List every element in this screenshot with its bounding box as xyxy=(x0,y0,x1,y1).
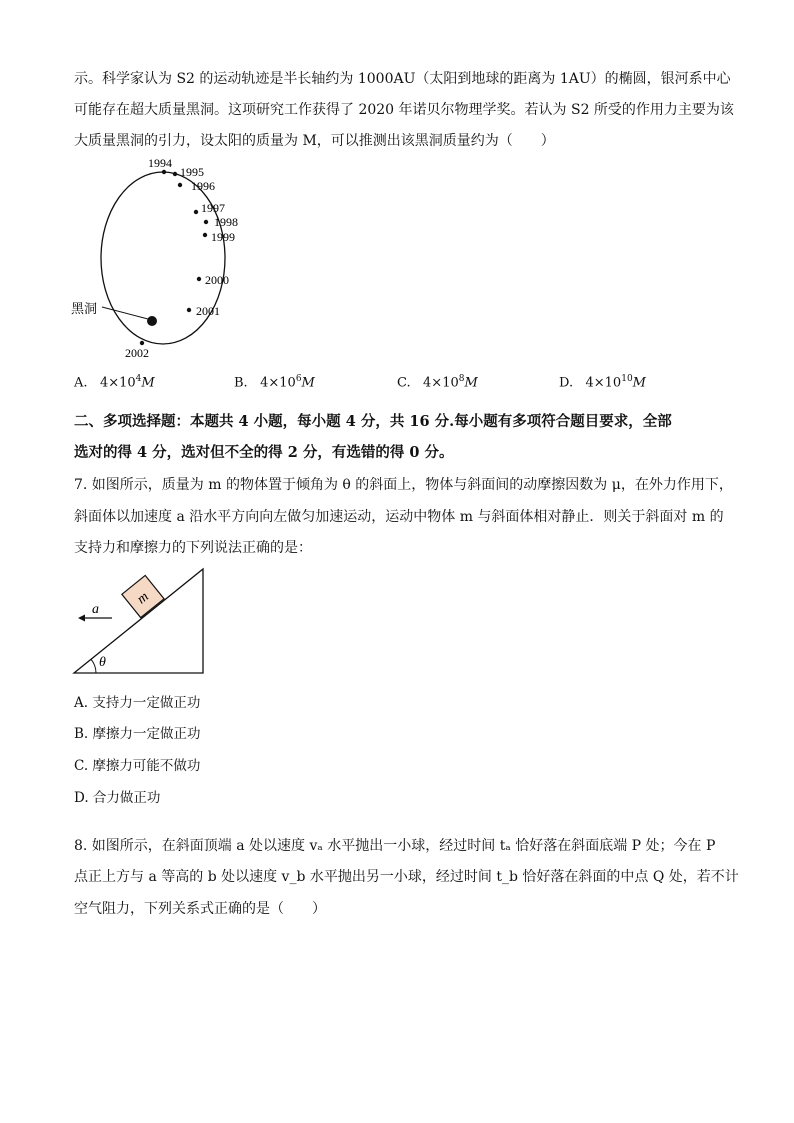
orbit-point-1996 xyxy=(178,183,182,187)
orbit-point-1994 xyxy=(162,170,166,174)
orbit-ellipse xyxy=(101,172,225,344)
q6-option-b-coef: 4×10 xyxy=(260,375,296,391)
q7-option-d[interactable]: D. 合力做正功 xyxy=(74,790,161,806)
q6-text-line-3: 大质量黑洞的引力，设太阳的质量为 M，可以推测出该黑洞质量约为（ ） xyxy=(74,133,555,149)
black-hole-pointer xyxy=(102,307,148,319)
year-label-1994: 1994 xyxy=(148,156,172,170)
q6-option-a-unit: M xyxy=(141,375,155,391)
incline-figure xyxy=(70,565,210,677)
year-label-2000: 2000 xyxy=(205,273,229,287)
q8-text-line-1: 8. 如图所示，在斜面顶端 a 处以速度 vₐ 水平抛出一小球，经过时间 tₐ 恰好落在斜面底端 P 处；今在 P xyxy=(74,838,716,854)
q8-text-line-2: 点正上方与 a 等高的 b 处以速度 v_b 水平抛出另一小球，经过时间 t_b 恰好落在斜面的中点 Q 处，若不计 xyxy=(74,869,739,885)
q7-text-line-1: 7. 如图所示，质量为 m 的物体置于倾角为 θ 的斜面上，物体与斜面间的动摩擦因数为 μ，在外力作用下， xyxy=(74,477,733,493)
orbit-point-2002 xyxy=(140,341,144,345)
q6-option-d-exp: 10 xyxy=(621,374,633,384)
q6-option-a-coef: 4×10 xyxy=(99,375,136,391)
year-label-1996: 1996 xyxy=(191,179,215,193)
q6-option-a[interactable] xyxy=(74,374,155,390)
year-label-1997: 1997 xyxy=(201,201,225,215)
q6-option-c-coef: 4×10 xyxy=(423,375,459,391)
year-label-1998: 1998 xyxy=(214,215,238,229)
accel-label: a xyxy=(92,602,99,617)
q6-option-b[interactable] xyxy=(234,374,315,390)
q6-option-b-exp: 6 xyxy=(295,374,302,384)
q6-option-b-unit: M xyxy=(301,375,315,391)
q6-option-c-exp: 8 xyxy=(458,374,465,384)
q6-option-d-letter: D. xyxy=(559,375,574,391)
year-label-1995: 1995 xyxy=(180,165,204,179)
orbit-point-1998 xyxy=(204,220,208,224)
orbit-point-1997 xyxy=(194,210,198,214)
q6-option-a-exp: 4 xyxy=(135,374,142,384)
black-hole-dot xyxy=(147,316,157,326)
q6-option-a-letter: A. xyxy=(74,375,88,391)
orbit-point-2001 xyxy=(187,308,191,312)
q6-option-c[interactable] xyxy=(397,374,478,390)
q6-text-line-2: 可能存在超大质量黑洞。这项研究工作获得了 2020 年诺贝尔物理学奖。若认为 S2 所受的作用力主要为该 xyxy=(74,102,734,118)
q7-text-line-2: 斜面体以加速度 a 沿水平方向向左做匀加速运动，运动中物体 m 与斜面体相对静止．则关于斜面对 m 的 xyxy=(74,509,724,525)
orbit-point-2000 xyxy=(197,277,201,281)
q6-option-d-coef: 4×10 xyxy=(585,375,622,391)
angle-label: θ xyxy=(99,655,106,670)
year-label-2001: 2001 xyxy=(196,304,220,318)
q7-option-a[interactable]: A. 支持力一定做正功 xyxy=(74,695,201,711)
q6-option-c-unit: M xyxy=(464,375,478,391)
section-2-heading-line-2: 选对的得 4 分，选对但不全的得 2 分，有选错的得 0 分。 xyxy=(74,444,454,461)
orbit-point-1999 xyxy=(203,233,207,237)
q8-text-line-3: 空气阻力，下列关系式正确的是（ ） xyxy=(74,901,326,917)
q7-text-line-3: 支持力和摩擦力的下列说法正确的是： xyxy=(74,540,312,556)
q6-option-c-letter: C. xyxy=(397,375,411,391)
q6-option-d[interactable] xyxy=(559,374,646,390)
orbit-point-1995 xyxy=(173,172,177,176)
q6-option-b-letter: B. xyxy=(234,375,248,391)
section-2-heading-line-1: 二、多项选择题：本题共 4 小题，每小题 4 分，共 16 分.每小题有多项符合题目要求，全部 xyxy=(74,413,672,430)
angle-arc xyxy=(91,659,96,673)
q7-option-c[interactable]: C. 摩擦力可能不做功 xyxy=(74,758,201,774)
black-hole-label: 黑洞 xyxy=(71,301,98,316)
year-label-1999: 1999 xyxy=(211,230,235,244)
mass-label: m xyxy=(134,589,152,608)
year-label-2002: 2002 xyxy=(125,346,149,360)
q7-option-b[interactable]: B. 摩擦力一定做正功 xyxy=(74,726,201,742)
q6-option-d-unit: M xyxy=(632,375,646,391)
s2-orbit-figure xyxy=(66,155,256,360)
accel-arrow-head xyxy=(78,615,85,622)
q6-text-line-1: 示。科学家认为 S2 的运动轨迹是半长轴约为 1000AU（太阳到地球的距离为 1AU）的椭圆，银河系中心 xyxy=(74,71,731,87)
